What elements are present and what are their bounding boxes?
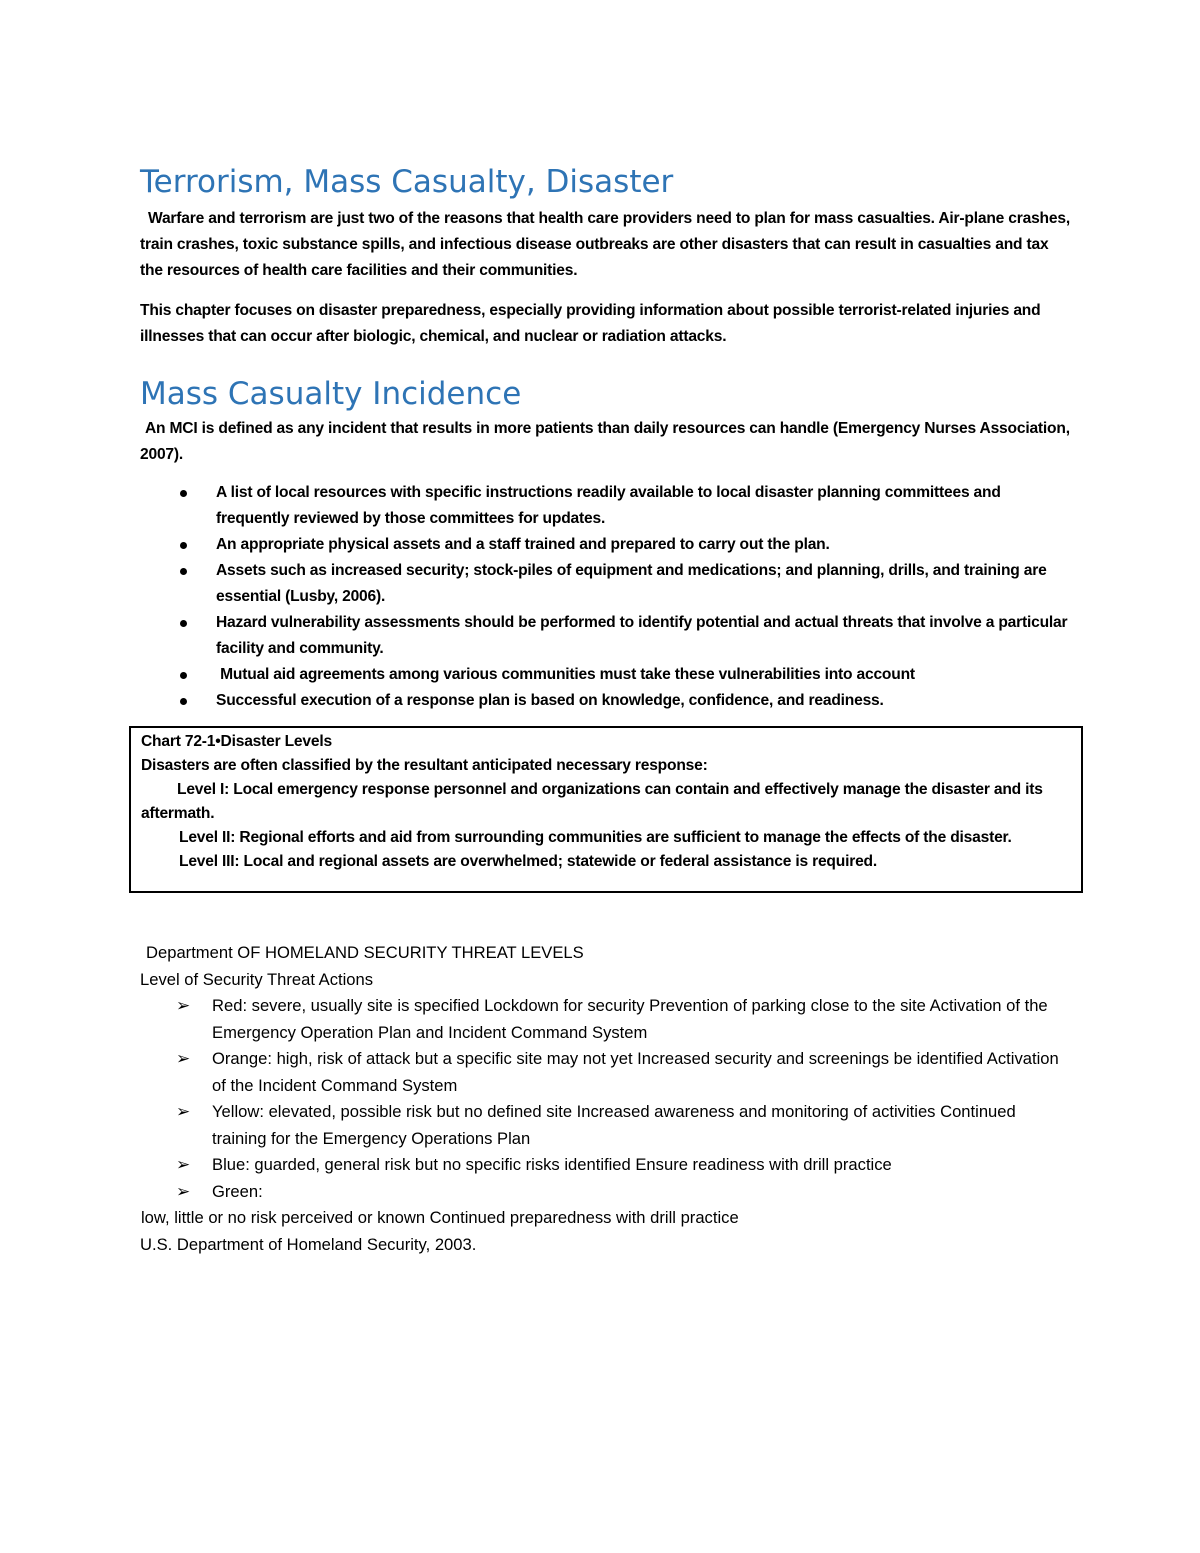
chart-box-title: Chart 72-1•Disaster Levels — [141, 733, 332, 750]
threat-level-yellow: ➢ Yellow: elevated, possible risk but no defined site Increased awareness and monitoring of activities Continued training for the Emergency Operations Plan — [140, 1099, 1070, 1152]
arrow-bullet-icon: ➢ — [176, 1102, 191, 1121]
threat-level-green: ➢ Green: — [140, 1179, 1070, 1206]
arrow-bullet-icon: ➢ — [176, 1181, 191, 1201]
mci-bullet-list — [140, 480, 1070, 714]
bullet-icon — [180, 698, 187, 705]
list-item: Hazard vulnerability assessments should be performed to identify potential and actual threats that involve a particular facility and community. — [140, 610, 1070, 662]
paragraph-warfare: Warfare and terrorism are just two of the reasons that health care providers need to plan for mass casualties. Air-plane crashes, train crashes, toxic substance spills, and infectious disease outbreaks are other disasters that can result in casualties and tax the resources of health care facilities and their communities. — [140, 210, 1070, 279]
threat-level-list — [140, 993, 1070, 1205]
level-1-text: Level I: Local emergency response personnel and organizations can contain and effectively manage the disaster and its aftermath. — [141, 781, 1043, 822]
arrow-bullet-icon: ➢ — [176, 996, 191, 1015]
bullet-icon — [180, 672, 187, 679]
threat-level-orange: ➢ Orange: high, risk of attack but a specific site may not yet Increased security and screenings be identified Activation of the Incident Command System — [140, 1046, 1070, 1099]
bullet-icon — [180, 542, 187, 549]
chart-box-intro: Disasters are often classified by the resultant anticipated necessary response: — [141, 757, 708, 774]
list-item: A list of local resources with specific instructions readily available to local disaster planning committees and frequently reviewed by those committees for updates. — [140, 480, 1070, 532]
level-2-text: Level II: Regional efforts and aid from surrounding communities are sufficient to manage the effects of the disaster. — [179, 829, 1012, 846]
list-item: Mutual aid agreements among various communities must take these vulnerabilities into account — [140, 662, 1070, 688]
dhs-citation: U.S. Department of Homeland Security, 2003. — [140, 1234, 477, 1254]
threat-level-blue: ➢ Blue: guarded, general risk but no specific risks identified Ensure readiness with drill practice — [140, 1152, 1070, 1179]
list-item: Assets such as increased security; stock-piles of equipment and medications; and planning, drills, and training are essential (Lusby, 2006). — [140, 558, 1070, 610]
paragraph-mci-definition: An MCI is defined as any incident that results in more patients than daily resources can handle (Emergency Nurses Association, 2007). — [140, 420, 1070, 463]
level-3-text: Level III: Local and regional assets are overwhelmed; statewide or federal assistance is required. — [179, 853, 877, 870]
list-item: Successful execution of a response plan is based on knowledge, confidence, and readiness. — [140, 688, 1070, 714]
list-item: An appropriate physical assets and a staff trained and prepared to carry out the plan. — [140, 532, 1070, 558]
disaster-levels-box — [129, 726, 1083, 893]
dhs-threat-levels — [140, 940, 1070, 1258]
section-title-terrorism: Terrorism, Mass Casualty, Disaster — [140, 164, 674, 200]
bullet-icon — [180, 568, 187, 575]
section-title-mass-casualty: Mass Casualty Incidence — [140, 376, 522, 412]
bullet-icon — [180, 490, 187, 497]
paragraph-chapter-focus: This chapter focuses on disaster preparedness, especially providing information about possible terrorist-related injuries and illnesses that can occur after biologic, chemical, and nuclear or radiation attacks. — [140, 302, 1041, 345]
green-level-continuation: low, little or no risk perceived or known Continued preparedness with drill practice — [141, 1208, 739, 1227]
arrow-bullet-icon: ➢ — [176, 1049, 191, 1068]
threat-level-red: ➢ Red: severe, usually site is specified Lockdown for security Prevention of parking close to the site Activation of the Emergency Operation Plan and Incident Command System — [140, 993, 1070, 1046]
dhs-heading: Department OF HOMELAND SECURITY THREAT LEVELS — [146, 943, 584, 962]
dhs-subheading: Level of Security Threat Actions — [140, 969, 374, 989]
document-page — [140, 160, 1070, 714]
arrow-bullet-icon: ➢ — [176, 1155, 191, 1174]
bullet-icon — [180, 620, 187, 627]
